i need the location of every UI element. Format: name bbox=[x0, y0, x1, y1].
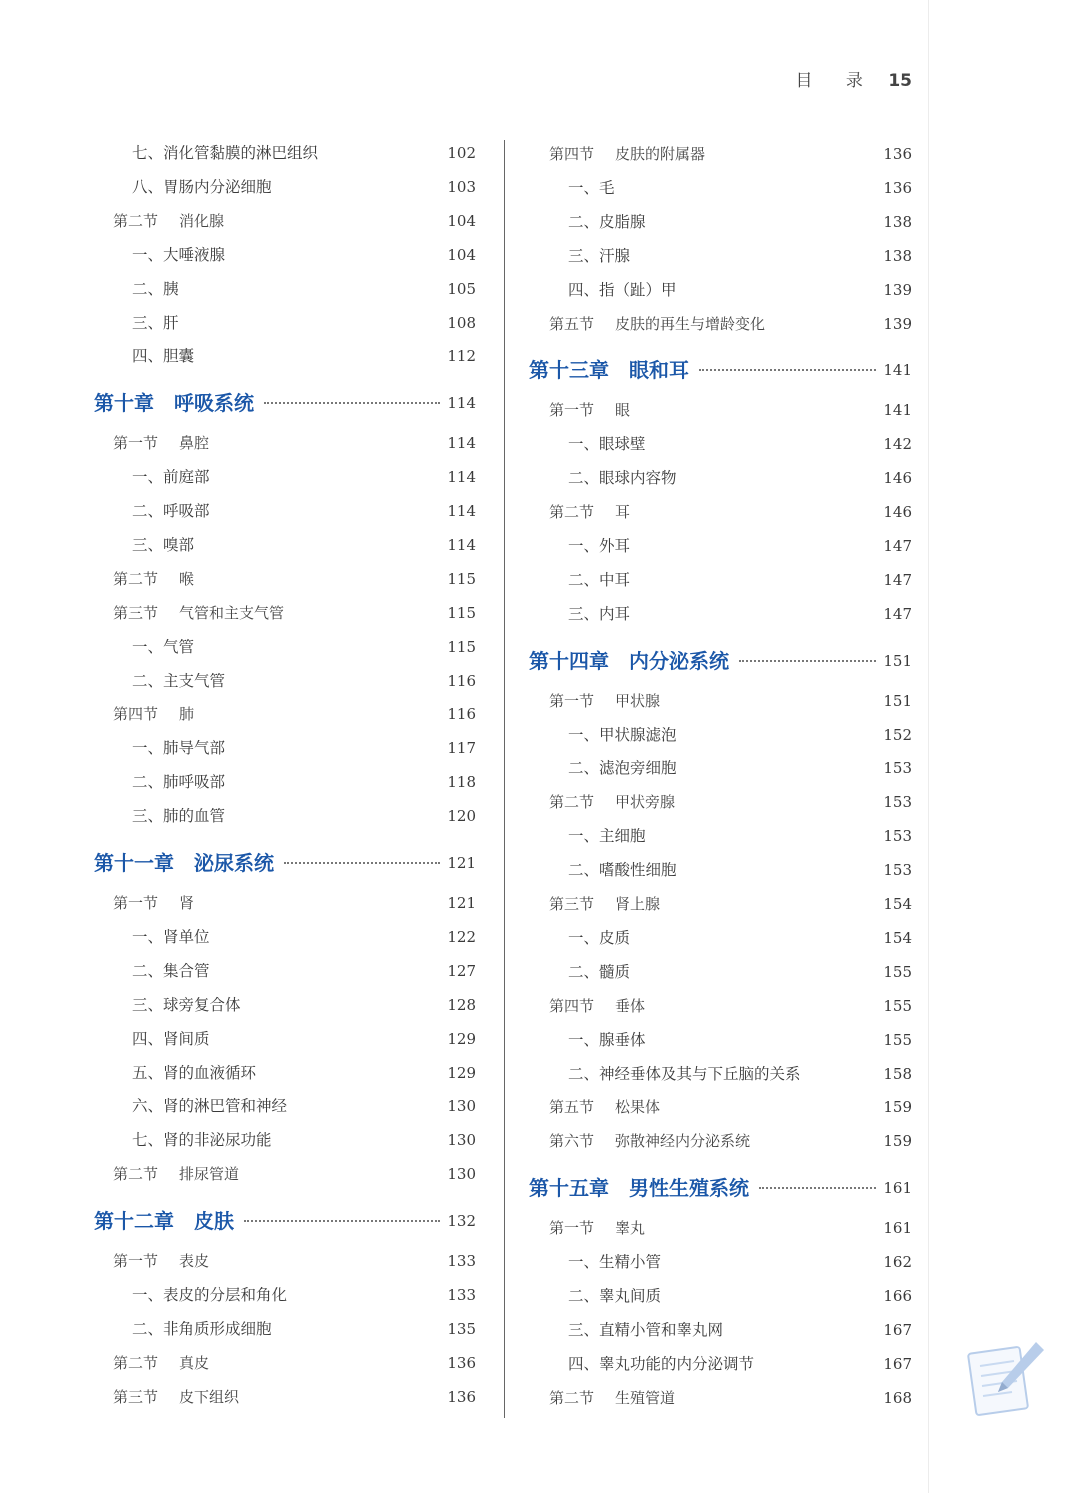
section-number: 第四节 bbox=[549, 145, 595, 163]
toc-item-entry[interactable] bbox=[0, 756, 930, 780]
item-label: 三、内耳 bbox=[568, 605, 631, 623]
page-number: 154 bbox=[883, 895, 912, 913]
toc-item-entry[interactable] bbox=[0, 926, 930, 950]
section-title bbox=[549, 1216, 645, 1240]
item-label: 五、肾的血液循环 bbox=[132, 1064, 257, 1082]
toc-chapter-entry[interactable] bbox=[0, 1173, 930, 1203]
page-number: 118 bbox=[447, 773, 476, 791]
page-number: 129 bbox=[447, 1064, 476, 1082]
toc-section-entry[interactable] bbox=[0, 1386, 930, 1410]
chapter-number: 第十四章 bbox=[529, 649, 609, 673]
item-label: 一、主细胞 bbox=[568, 827, 646, 845]
chapter-name: 皮肤 bbox=[194, 1209, 234, 1233]
item-label: 二、嗜酸性细胞 bbox=[568, 861, 677, 879]
item-label: 一、肾单位 bbox=[132, 928, 210, 946]
toc-item-entry[interactable] bbox=[0, 278, 930, 302]
page-number: 104 bbox=[447, 212, 476, 230]
section-name: 弥散神经内分泌系统 bbox=[615, 1132, 751, 1150]
toc-item-entry[interactable] bbox=[0, 466, 930, 490]
page-number: 155 bbox=[883, 997, 912, 1015]
leader-dots bbox=[739, 660, 876, 662]
chapter-name: 泌尿系统 bbox=[194, 851, 274, 875]
item-label: 七、肾的非泌尿功能 bbox=[132, 1131, 272, 1149]
page-number: 162 bbox=[883, 1253, 912, 1271]
section-number: 第二节 bbox=[549, 503, 595, 521]
item-label: 二、皮脂腺 bbox=[568, 213, 646, 231]
page-number: 114 bbox=[447, 468, 476, 486]
section-number: 第五节 bbox=[549, 1098, 595, 1116]
toc-chapter-entry[interactable] bbox=[0, 355, 930, 385]
page-number: 133 bbox=[447, 1286, 476, 1304]
header-page-number: 15 bbox=[888, 71, 912, 91]
toc-item-entry[interactable] bbox=[0, 1062, 930, 1086]
page-number: 115 bbox=[447, 604, 476, 622]
section-name: 眼 bbox=[615, 401, 631, 419]
page-number: 151 bbox=[883, 692, 912, 710]
page-number: 115 bbox=[447, 570, 476, 588]
page-number: 135 bbox=[447, 1320, 476, 1338]
section-name: 肾上腺 bbox=[615, 895, 661, 913]
page-number: 147 bbox=[883, 571, 912, 589]
toc-section-entry[interactable] bbox=[0, 312, 930, 336]
notepad-pencil-icon bbox=[964, 1336, 1048, 1420]
chapter-title bbox=[529, 646, 729, 676]
item-label: 二、髓质 bbox=[568, 963, 631, 981]
page-number: 147 bbox=[883, 537, 912, 555]
section-number: 第二节 bbox=[549, 793, 595, 811]
page-number: 166 bbox=[883, 1287, 912, 1305]
page-number: 136 bbox=[883, 179, 912, 197]
section-name: 皮肤的附属器 bbox=[615, 145, 706, 163]
toc-section-entry[interactable] bbox=[0, 994, 930, 1018]
section-title bbox=[549, 142, 705, 166]
chapter-name: 眼和耳 bbox=[629, 358, 689, 382]
chapter-name: 内分泌系统 bbox=[629, 649, 729, 673]
toc-item-entry[interactable] bbox=[0, 824, 930, 848]
item-label: 二、中耳 bbox=[568, 571, 631, 589]
chapter-number: 第十三章 bbox=[529, 358, 609, 382]
section-title bbox=[549, 689, 660, 713]
item-label: 一、眼球壁 bbox=[568, 435, 646, 453]
item-label: 三、肺的血管 bbox=[132, 807, 226, 825]
toc-section-entry[interactable] bbox=[0, 1095, 930, 1119]
page-number: 138 bbox=[883, 247, 912, 265]
item-label: 二、神经垂体及其与下丘脑的关系 bbox=[568, 1065, 801, 1083]
page-number: 102 bbox=[447, 144, 476, 162]
chapter-title bbox=[529, 1173, 749, 1203]
toc-section-entry[interactable] bbox=[0, 790, 930, 814]
page-number: 105 bbox=[447, 280, 476, 298]
page-number: 146 bbox=[883, 503, 912, 521]
item-label: 二、主支气管 bbox=[132, 672, 226, 690]
section-name: 皮下组织 bbox=[179, 1388, 240, 1406]
item-label: 二、睾丸间质 bbox=[568, 1287, 662, 1305]
section-name: 鼻腔 bbox=[179, 434, 210, 452]
page-number: 117 bbox=[447, 739, 476, 757]
toc-section-entry[interactable] bbox=[0, 500, 930, 524]
section-name: 消化腺 bbox=[179, 212, 225, 230]
section-number: 第四节 bbox=[549, 997, 595, 1015]
page-number: 146 bbox=[883, 469, 912, 487]
page-number: 161 bbox=[883, 1179, 912, 1197]
section-number: 第一节 bbox=[113, 894, 159, 912]
section-name: 真皮 bbox=[179, 1354, 210, 1372]
header-title: 目 录 bbox=[795, 71, 877, 91]
item-label: 三、汗腺 bbox=[568, 247, 631, 265]
page-number: 155 bbox=[883, 1031, 912, 1049]
toc-item-entry[interactable] bbox=[0, 1250, 930, 1274]
toc-item-entry[interactable] bbox=[0, 1028, 930, 1052]
page-number: 153 bbox=[883, 861, 912, 879]
section-number: 第一节 bbox=[549, 1219, 595, 1237]
item-label: 三、肝 bbox=[132, 314, 179, 332]
section-name: 松果体 bbox=[615, 1098, 661, 1116]
page-number: 136 bbox=[447, 1388, 476, 1406]
toc-item-entry[interactable] bbox=[0, 602, 930, 626]
section-number: 第一节 bbox=[549, 692, 595, 710]
section-name: 气管和主支气管 bbox=[179, 604, 285, 622]
page-number: 127 bbox=[447, 962, 476, 980]
item-label: 二、胰 bbox=[132, 280, 179, 298]
item-label: 二、呼吸部 bbox=[132, 502, 210, 520]
page-number: 153 bbox=[883, 827, 912, 845]
toc-section-entry[interactable] bbox=[0, 142, 930, 166]
toc-chapter-entry[interactable] bbox=[0, 646, 930, 676]
item-label: 一、皮质 bbox=[568, 929, 631, 947]
section-number: 第四节 bbox=[113, 705, 159, 723]
item-label: 二、滤泡旁细胞 bbox=[568, 759, 677, 777]
page-number: 130 bbox=[447, 1097, 476, 1115]
page-number: 147 bbox=[883, 605, 912, 623]
section-name: 喉 bbox=[179, 570, 195, 588]
item-label: 一、气管 bbox=[132, 638, 195, 656]
page-number: 151 bbox=[883, 652, 912, 670]
page-number: 152 bbox=[883, 726, 912, 744]
toc-item-entry[interactable] bbox=[0, 244, 930, 268]
item-label: 二、集合管 bbox=[132, 962, 210, 980]
page-number: 130 bbox=[447, 1131, 476, 1149]
page-number: 121 bbox=[447, 894, 476, 912]
toc-item-entry[interactable] bbox=[0, 210, 930, 234]
chapter-name: 男性生殖系统 bbox=[629, 1176, 749, 1200]
section-title bbox=[549, 1386, 675, 1410]
item-label: 一、外耳 bbox=[568, 537, 631, 555]
toc-item-entry[interactable] bbox=[0, 1318, 930, 1342]
toc-item-entry[interactable] bbox=[0, 960, 930, 984]
item-label: 八、胃肠内分泌细胞 bbox=[132, 178, 272, 196]
page-number: 138 bbox=[883, 213, 912, 231]
page-number: 114 bbox=[447, 502, 476, 520]
item-label: 一、前庭部 bbox=[132, 468, 210, 486]
section-number: 第二节 bbox=[113, 570, 159, 588]
toc-item-entry[interactable] bbox=[0, 1284, 930, 1308]
toc-section-entry[interactable] bbox=[0, 398, 930, 422]
item-label: 四、胆囊 bbox=[132, 347, 195, 365]
item-label: 三、球旁复合体 bbox=[132, 996, 241, 1014]
toc-section-entry[interactable] bbox=[0, 1129, 930, 1153]
page-number: 161 bbox=[883, 1219, 912, 1237]
section-name: 睾丸 bbox=[615, 1219, 646, 1237]
section-number: 第二节 bbox=[113, 212, 159, 230]
page-number: 128 bbox=[447, 996, 476, 1014]
item-label: 四、睾丸功能的内分泌调节 bbox=[568, 1355, 755, 1373]
section-number: 第一节 bbox=[113, 434, 159, 452]
page-number: 153 bbox=[883, 793, 912, 811]
page-number: 112 bbox=[447, 347, 476, 365]
page-number: 104 bbox=[447, 246, 476, 264]
section-number: 第一节 bbox=[549, 401, 595, 419]
page-number: 132 bbox=[447, 1212, 476, 1230]
leader-dots bbox=[759, 1187, 876, 1189]
page-number: 114 bbox=[447, 394, 476, 412]
section-title bbox=[549, 312, 765, 336]
section-name: 皮肤的再生与增龄变化 bbox=[615, 315, 766, 333]
running-header bbox=[796, 66, 912, 91]
section-number: 第二节 bbox=[549, 1389, 595, 1407]
item-label: 一、腺垂体 bbox=[568, 1031, 646, 1049]
toc-item-entry[interactable] bbox=[0, 432, 930, 456]
toc-section-entry[interactable] bbox=[0, 892, 930, 916]
toc-section-entry[interactable] bbox=[0, 1216, 930, 1240]
section-name: 表皮 bbox=[179, 1252, 210, 1270]
page-number: 139 bbox=[883, 281, 912, 299]
section-number: 第五节 bbox=[549, 315, 595, 333]
chapter-number: 第十一章 bbox=[94, 851, 174, 875]
item-label: 二、肺呼吸部 bbox=[132, 773, 226, 791]
page-number: 120 bbox=[447, 807, 476, 825]
toc-item-entry[interactable] bbox=[0, 176, 930, 200]
page-number: 139 bbox=[883, 315, 912, 333]
page-number: 114 bbox=[447, 536, 476, 554]
section-number: 第三节 bbox=[113, 604, 159, 622]
section-name: 甲状旁腺 bbox=[615, 793, 676, 811]
chapter-title bbox=[529, 355, 689, 385]
section-name: 肺 bbox=[179, 705, 195, 723]
section-name: 肾 bbox=[179, 894, 195, 912]
page-number: 129 bbox=[447, 1030, 476, 1048]
item-label: 四、指（趾）甲 bbox=[568, 281, 677, 299]
item-label: 一、大唾液腺 bbox=[132, 246, 226, 264]
section-number: 第三节 bbox=[113, 1388, 159, 1406]
leader-dots bbox=[699, 369, 876, 371]
page-number: 115 bbox=[447, 638, 476, 656]
chapter-number: 第十章 bbox=[94, 391, 154, 415]
section-title bbox=[549, 398, 630, 422]
page-number: 141 bbox=[883, 401, 912, 419]
section-name: 耳 bbox=[615, 503, 631, 521]
item-label: 一、毛 bbox=[568, 179, 615, 197]
section-title bbox=[549, 790, 675, 814]
page-number: 142 bbox=[883, 435, 912, 453]
section-number: 第一节 bbox=[113, 1252, 159, 1270]
section-name: 排尿管道 bbox=[179, 1165, 240, 1183]
item-label: 四、肾间质 bbox=[132, 1030, 210, 1048]
page-number: 130 bbox=[447, 1165, 476, 1183]
section-number: 第六节 bbox=[549, 1132, 595, 1150]
page-number: 122 bbox=[447, 928, 476, 946]
page-number: 108 bbox=[447, 314, 476, 332]
page-number: 167 bbox=[883, 1355, 912, 1373]
section-number: 第二节 bbox=[113, 1165, 159, 1183]
page-number: 168 bbox=[883, 1389, 912, 1407]
page-number: 155 bbox=[883, 963, 912, 981]
item-label: 二、眼球内容物 bbox=[568, 469, 677, 487]
item-label: 二、非角质形成细胞 bbox=[132, 1320, 272, 1338]
page-number: 153 bbox=[883, 759, 912, 777]
chapter-name: 呼吸系统 bbox=[174, 391, 254, 415]
section-title bbox=[549, 500, 630, 524]
page-number: 114 bbox=[447, 434, 476, 452]
toc-item-entry[interactable] bbox=[0, 568, 930, 592]
page-number: 103 bbox=[447, 178, 476, 196]
item-label: 七、消化管黏膜的淋巴组织 bbox=[132, 144, 319, 162]
page-number: 116 bbox=[447, 705, 476, 723]
page-number: 141 bbox=[883, 361, 912, 379]
toc-item-entry[interactable] bbox=[0, 1352, 930, 1376]
section-title bbox=[549, 994, 645, 1018]
page-number: 136 bbox=[447, 1354, 476, 1372]
page-number: 121 bbox=[447, 854, 476, 872]
section-name: 垂体 bbox=[615, 997, 646, 1015]
item-label: 三、直精小管和睾丸网 bbox=[568, 1321, 724, 1339]
chapter-number: 第十二章 bbox=[94, 1209, 174, 1233]
section-name: 生殖管道 bbox=[615, 1389, 676, 1407]
section-title bbox=[549, 1129, 750, 1153]
item-label: 一、甲状腺滤泡 bbox=[568, 726, 677, 744]
page-number: 159 bbox=[883, 1098, 912, 1116]
page-number: 154 bbox=[883, 929, 912, 947]
chapter-number: 第十五章 bbox=[529, 1176, 609, 1200]
toc-item-entry[interactable] bbox=[0, 858, 930, 882]
item-label: 六、肾的淋巴管和神经 bbox=[132, 1097, 288, 1115]
page-number: 167 bbox=[883, 1321, 912, 1339]
section-title bbox=[549, 1095, 660, 1119]
section-title bbox=[549, 892, 660, 916]
page-number: 159 bbox=[883, 1132, 912, 1150]
item-label: 一、生精小管 bbox=[568, 1253, 662, 1271]
page-number: 158 bbox=[883, 1065, 912, 1083]
item-label: 一、肺导气部 bbox=[132, 739, 226, 757]
page-number: 133 bbox=[447, 1252, 476, 1270]
section-number: 第三节 bbox=[549, 895, 595, 913]
toc-item-entry[interactable] bbox=[0, 534, 930, 558]
toc-section-entry[interactable] bbox=[0, 689, 930, 713]
page-number: 136 bbox=[883, 145, 912, 163]
page-number: 116 bbox=[447, 672, 476, 690]
section-name: 甲状腺 bbox=[615, 692, 661, 710]
item-label: 一、表皮的分层和角化 bbox=[132, 1286, 288, 1304]
section-number: 第二节 bbox=[113, 1354, 159, 1372]
item-label: 三、嗅部 bbox=[132, 536, 195, 554]
toc-item-entry[interactable] bbox=[0, 723, 930, 747]
